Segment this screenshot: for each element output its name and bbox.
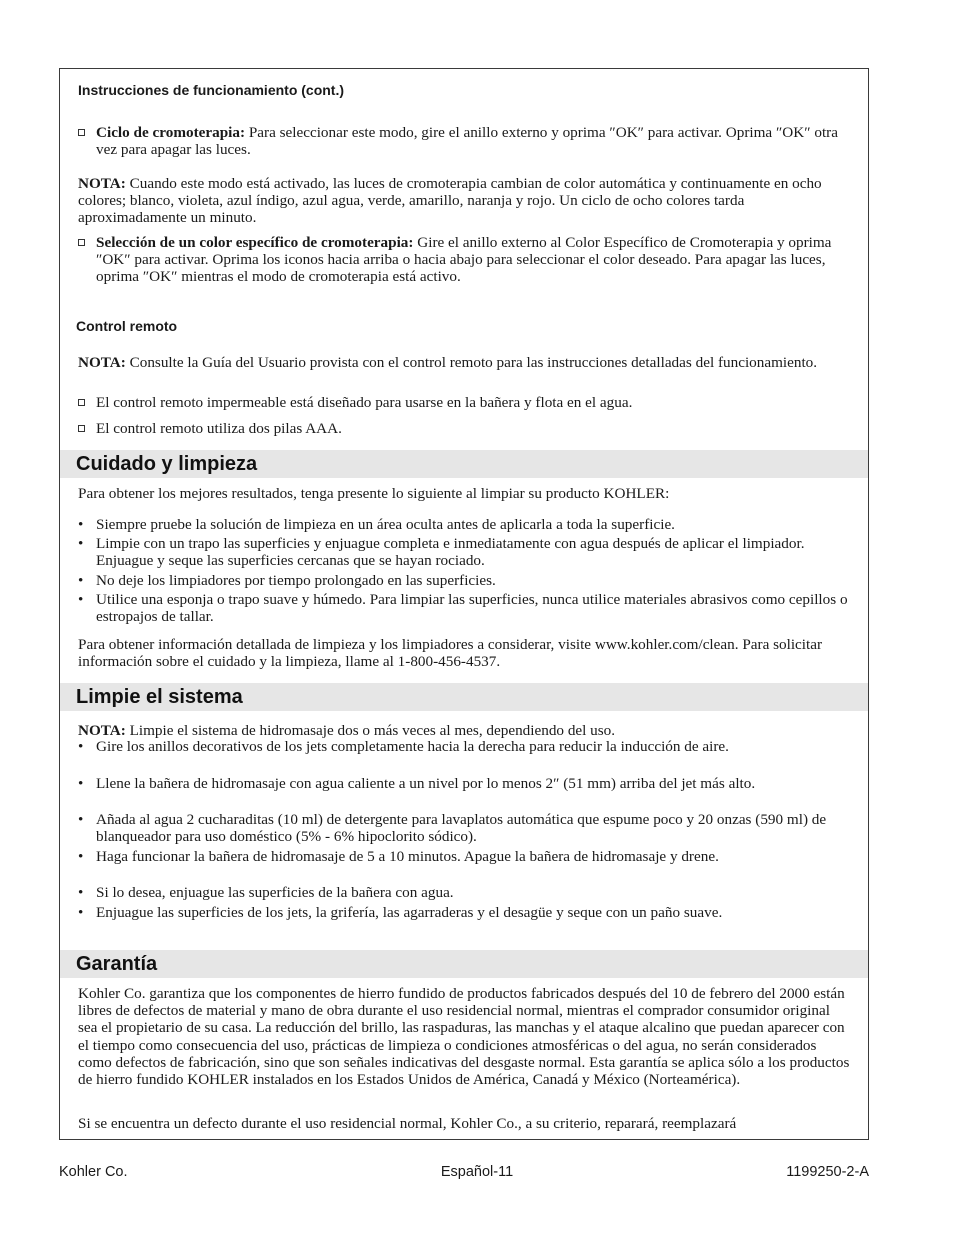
note-remote: [78, 354, 850, 371]
bullet-icon: •: [78, 811, 84, 828]
item-text: No deje los limpiadores por tiempo prolongado en las superficies.: [96, 572, 496, 589]
system-bullet-5: [78, 884, 850, 901]
system-note: [78, 722, 850, 739]
square-bullet-icon: [78, 425, 85, 432]
note-text: Consulte la Guía del Usuario provista con el control remoto para las instrucciones detalladas del funcionamiento.: [125, 354, 818, 371]
list-item-remote-1: [78, 394, 850, 411]
note-text: Limpie el sistema de hidromasaje dos o más veces al mes, dependiendo del uso.: [125, 722, 616, 739]
section-heading-care: Cuidado y limpieza: [76, 453, 258, 475]
section-subheading-remote: Control remoto: [76, 318, 178, 334]
list-item-chromo-cycle: [78, 124, 850, 158]
item-lead: Selección de un color específico de cromoterapia:: [96, 234, 414, 251]
system-bullet-6: [78, 904, 850, 921]
care-bullet-2: [78, 535, 850, 569]
item-text: Gire el anillo externo al Color Específico de Cromoterapia y oprima ″OK″ para activar. Oprima los iconos hacia arriba o hacia abajo para seleccionar el color deseado. Para apagar las luces, oprima ″OK″ mientras el modo de cromoterapia está activo.: [96, 234, 832, 286]
square-bullet-icon: [78, 399, 85, 406]
care-intro: Para obtener los mejores resultados, tenga presente lo siguiente al limpiar su producto KOHLER:: [78, 485, 670, 502]
bullet-icon: •: [78, 572, 84, 589]
note-lead: NOTA:: [78, 175, 126, 192]
section-heading-warranty: Garantía: [76, 953, 158, 975]
note-lead: NOTA:: [78, 722, 126, 739]
item-text: Siempre pruebe la solución de limpieza en un área oculta antes de aplicarla a toda la superficie.: [96, 516, 675, 533]
note-text: Cuando este modo está activado, las luces de cromoterapia cambian de color automática y continuamente en ocho colores; blanco, violeta, azul índigo, azul agua, verde, amarillo, naranja y rojo. Un ciclo de ocho colores tarda aproximadamente un minuto.: [78, 175, 822, 227]
system-bullet-2: [78, 775, 850, 792]
list-item-remote-2: [78, 420, 850, 437]
square-bullet-icon: [78, 129, 85, 136]
item-lead: Ciclo de cromoterapia:: [96, 124, 246, 141]
item-text: Gire los anillos decorativos de los jets completamente hacia la derecha para reducir la inducción de aire.: [96, 738, 729, 755]
item-text: Limpie con un trapo las superficies y enjuague completa e inmediatamente con agua después de aplicar el limpiador. Enjuague y seque las superficies cercanas que se hayan rociado.: [96, 535, 805, 570]
footer-doc-number: 1199250-2-A: [786, 1164, 869, 1180]
item-text: Llene la bañera de hidromasaje con agua caliente a un nivel por lo menos 2″ (51 mm) arriba del jet más alto.: [96, 775, 756, 792]
warranty-para-1: Kohler Co. garantiza que los componentes de hierro fundido de productos fabricados después del 10 de febrero del 2000 están libres de defectos de material y mano de obra durante el uso residencial normal, mientras el comprador consumidor original sea el propietario de su casa. La reducción del brillo, las raspaduras, las manchas y el ataque alcalino que puedan aparecer con el tiempo como consecuencia del uso, prácticas de limpieza o condiciones atmosféricas o del agua, no serán considerados como defectos de fabricación, sino que son señales indicativas del desgaste normal. Esta garantía se aplica sólo a los productos de hierro fundido KOHLER instalados en los Estados Unidos de América, Canadá y México (Norteamérica).: [78, 985, 850, 1089]
section-subheading-operation: Instrucciones de funcionamiento (cont.): [78, 82, 345, 98]
bullet-icon: •: [78, 904, 84, 921]
item-text: Para seleccionar este modo, gire el anillo externo y oprima ″OK″ para activar. Oprima ″OK″ otra vez para apagar las luces.: [96, 124, 838, 159]
bullet-icon: •: [78, 884, 84, 901]
item-text: Si lo desea, enjuague las superficies de la bañera con agua.: [96, 884, 454, 901]
item-text: Utilice una esponja o trapo suave y húmedo. Para limpiar las superficies, nunca utilice materiales abrasivos como cepillos o estropajos de tallar.: [96, 591, 848, 626]
footer-page-number: Español-11: [440, 1164, 514, 1180]
bullet-icon: •: [78, 848, 84, 865]
item-text: El control remoto utiliza dos pilas AAA.: [96, 420, 342, 437]
bullet-icon: •: [78, 775, 84, 792]
item-text: Haga funcionar la bañera de hidromasaje de 5 a 10 minutos. Apague la bañera de hidromasaje y drene.: [96, 848, 719, 865]
item-text: Enjuague las superficies de los jets, la grifería, las agarraderas y el desagüe y seque con un paño suave.: [96, 904, 723, 921]
care-outro: Para obtener información detallada de limpieza y los limpiadores a considerar, visite www.kohler.com/clean. Para solicitar información sobre el cuidado y la limpieza, llame al 1-800-456-4537.: [78, 636, 823, 671]
bullet-icon: •: [78, 591, 84, 608]
content-frame: [59, 68, 869, 1140]
system-bullet-4: [78, 848, 850, 865]
care-bullet-3: [78, 572, 850, 589]
section-heading-band-system: [60, 683, 868, 711]
section-heading-band-warranty: [60, 950, 868, 978]
section-heading-system: Limpie el sistema: [76, 686, 243, 708]
bullet-icon: •: [78, 516, 84, 533]
system-bullet-3: [78, 811, 850, 845]
section-heading-band-care: [60, 450, 868, 478]
bullet-icon: •: [78, 535, 84, 552]
care-bullet-1: [78, 516, 850, 533]
warranty-para-2: Si se encuentra un defecto durante el uso residencial normal, Kohler Co., a su criterio, reparará, reemplazará: [78, 1115, 737, 1132]
footer-company: Kohler Co.: [59, 1164, 128, 1180]
item-text: El control remoto impermeable está diseñado para usarse en la bañera y flota en el agua.: [96, 394, 633, 411]
system-bullet-1: [78, 738, 850, 755]
note-chromo: [78, 175, 850, 227]
square-bullet-icon: [78, 239, 85, 246]
item-text: Añada al agua 2 cucharaditas (10 ml) de detergente para lavaplatos automática que espume poco y 20 onzas (590 ml) de blanqueador para uso doméstico (5% - 6% hipoclorito sódico).: [96, 811, 827, 846]
note-lead: NOTA:: [78, 354, 126, 371]
care-bullet-4: [78, 591, 850, 625]
bullet-icon: •: [78, 738, 84, 755]
list-item-chromo-select: [78, 234, 850, 286]
